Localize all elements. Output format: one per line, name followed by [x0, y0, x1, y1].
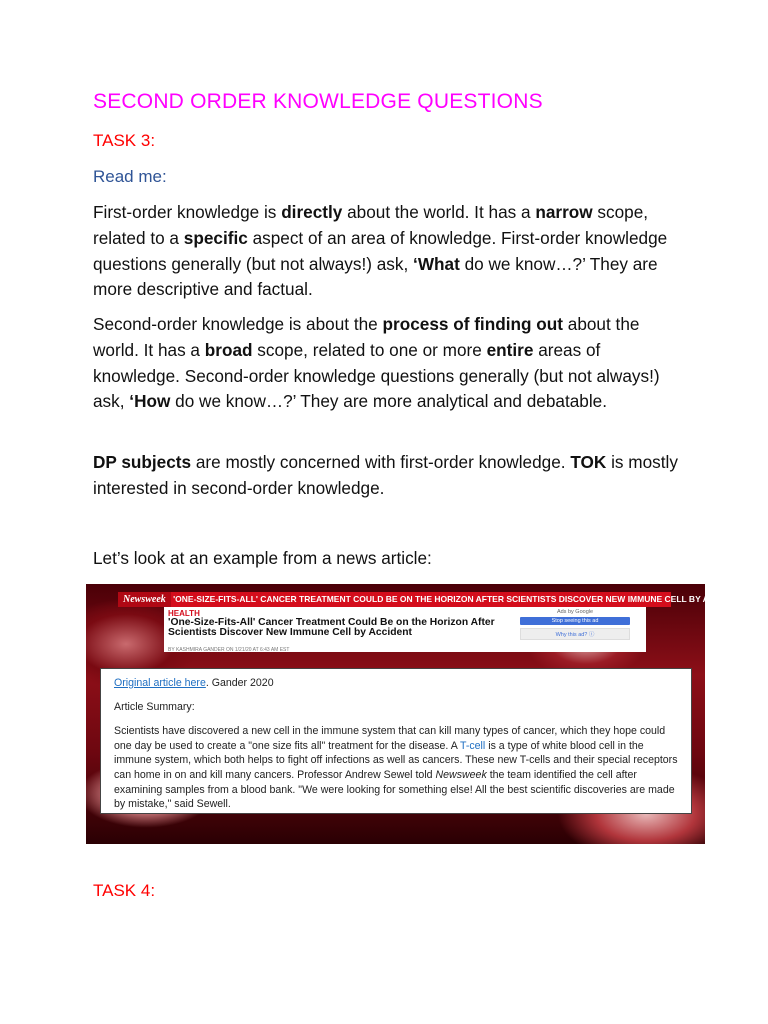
text-run-3: is mostly interested in second-order knowledge. [93, 452, 678, 498]
summary-text-2: is a type of white blood cell in the immune system, which both helps to fight off infections as well as cancers. These new T-cells and their special receptors can home in on and kill many cancers. Professor Andrew Sewel told [114, 739, 678, 781]
bold-run-7: ‘How [129, 391, 171, 412]
citation: . Gander 2020 [205, 677, 274, 689]
example-intro: Let’s look at an example from a news article: [93, 548, 432, 568]
article-header [164, 607, 646, 652]
stop-ad-button: Stop seeing this ad [520, 617, 630, 625]
bold-run-2: TOK [570, 452, 607, 472]
task-3-heading: TASK 3: [93, 131, 156, 150]
ads-label: Ads by Google [556, 609, 594, 615]
summary-text-3: the team identified the cell after examining samples from a blood bank. "We were looking for something else! All the best scientific discoveries are made by mistake," said Sewell. [114, 768, 675, 811]
section-label: HEALTH [168, 609, 200, 618]
newsweek-italic: Newsweek [435, 768, 487, 781]
text-run-4: scope, related to one or more [252, 339, 487, 360]
text-run-4: scope, related to a [93, 202, 649, 248]
text-run-2: about the world. It has a [342, 202, 536, 222]
news-banner [118, 592, 747, 607]
text-run-0: Second-order knowledge is about the [93, 314, 383, 334]
text-run-8: do we know…?’ They are more analytical and debatable. [170, 391, 607, 412]
first-order-paragraph [93, 200, 683, 303]
article-headline: 'One-Size-Fits-All' Cancer Treatment Could Be on the Horizon After Scientists Discover New Immune Cell by Accident [168, 617, 495, 638]
text-run-6: aspect of an area of knowledge. First-order knowledge questions generally (but not always!) ask, [93, 227, 668, 274]
bold-run-1: directly [281, 202, 343, 222]
news-article-image [86, 584, 747, 844]
text-run-2: about the world. It has a [93, 314, 640, 360]
bold-run-5: specific [183, 227, 248, 248]
bold-run-3: broad [204, 339, 253, 360]
ad-box [514, 609, 636, 649]
text-run-0: First-order knowledge is [93, 202, 282, 222]
summary-label: Article Summary: [114, 700, 195, 713]
bold-run-1: process of finding out [382, 314, 563, 334]
text-run-1: are mostly concerned with first-order knowledge. [191, 452, 571, 472]
text-run-8: do we know…?’ They are more descriptive and factual. [93, 253, 658, 300]
article-summary-box [100, 668, 692, 814]
dp-tok-paragraph [93, 450, 683, 502]
task-4-heading: TASK 4: [93, 881, 156, 900]
bold-run-7: ‘What [413, 253, 460, 274]
second-order-paragraph [93, 312, 683, 415]
read-me-label: Read me: [93, 167, 167, 186]
bold-run-0: DP subjects [93, 452, 192, 472]
summary-body [114, 724, 678, 812]
summary-text-1: Scientists have discovered a new cell in the immune system that can kill many types of cancer, which they hope could one day be used to create a "one size fits all" treatment for the disease. A [114, 725, 666, 752]
t-cell-link[interactable]: T-cell [459, 739, 486, 752]
newsweek-logo: Newsweek [118, 592, 171, 607]
bold-run-3: narrow [535, 202, 593, 222]
original-article-link[interactable]: Original article here [114, 677, 206, 689]
text-run-6: areas of knowledge. Second-order knowledge questions generally (but not always!) ask, [93, 339, 660, 412]
why-ad-button: Why this ad? ⓘ [520, 628, 630, 640]
bold-run-5: entire [486, 339, 534, 360]
article-byline: BY KASHMIRA GANDER ON 1/21/20 AT 6:43 AM EST [168, 647, 290, 653]
banner-headline: 'ONE-SIZE-FITS-ALL' CANCER TREATMENT COULD BE ON THE HORIZON AFTER SCIENTISTS DISCOVER NEW IMMUNE CELL BY ACCIDENT [173, 594, 747, 604]
page-title: SECOND ORDER KNOWLEDGE QUESTIONS [93, 90, 543, 113]
